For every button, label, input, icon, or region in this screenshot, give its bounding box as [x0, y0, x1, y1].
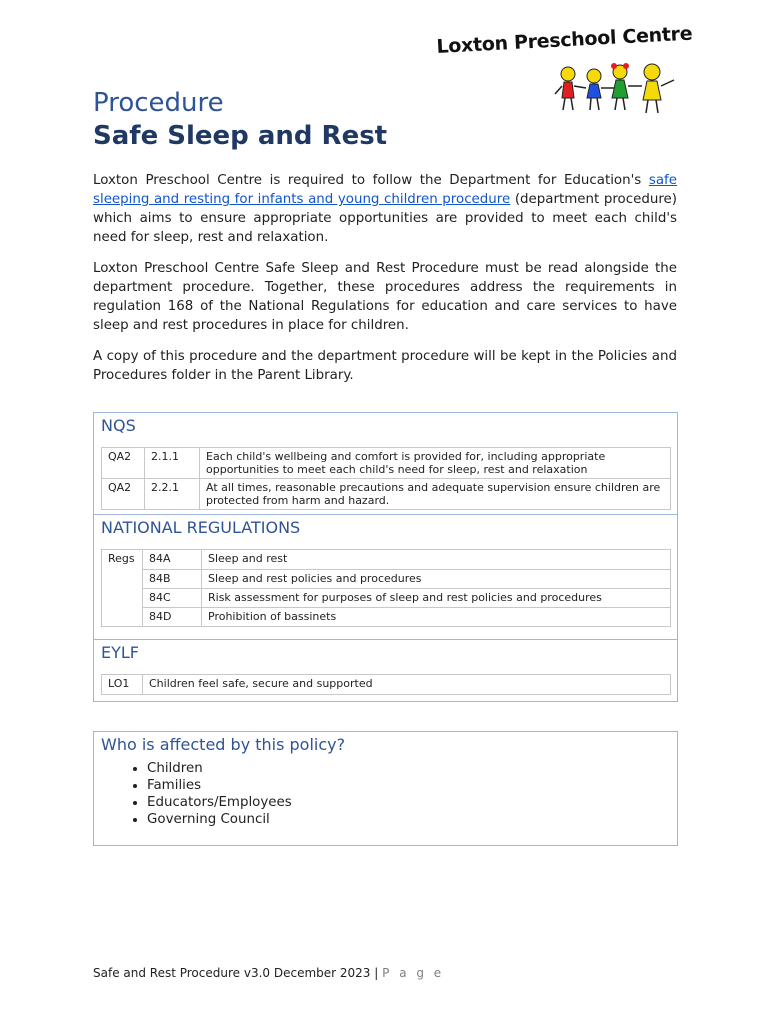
regs-text-cell: Risk assessment for purposes of sleep and rest policies and procedures	[202, 588, 671, 607]
table-row	[102, 607, 671, 627]
footer	[93, 966, 444, 980]
who-affected-title: Who is affected by this policy?	[101, 735, 346, 754]
regs-code-cell: 84D	[143, 607, 202, 627]
regs-code-cell: 84A	[143, 550, 202, 570]
table-row	[102, 479, 671, 510]
standards-box	[93, 412, 678, 702]
nqs-area-cell: QA2	[102, 448, 145, 479]
logo-text: Loxton Preschool Centre	[436, 22, 693, 58]
regulations-table	[101, 549, 671, 627]
regs-text-cell: Sleep and rest policies and procedures	[202, 569, 671, 588]
nqs-code-cell: 2.2.1	[145, 479, 200, 510]
eylf-table	[101, 674, 671, 695]
children-drawing-icon	[554, 58, 684, 118]
regulations-title: NATIONAL REGULATIONS	[101, 518, 301, 537]
regs-label-cell	[102, 607, 143, 627]
list-item: • Governing Council	[147, 811, 677, 828]
page-title: Safe Sleep and Rest	[93, 121, 388, 151]
department-procedure-link[interactable]: safe sleeping and resting for infants and young children procedure	[93, 173, 677, 207]
nqs-table	[101, 447, 671, 510]
regs-code-cell: 84C	[143, 588, 202, 607]
intro-paragraph-2: Loxton Preschool Centre Safe Sleep and Rest Procedure must be read alongside the department procedure. Together, these procedures address the requirements in regulation 168 of the National Regulations for education and care services to have sleep and rest procedures in place for children.	[93, 261, 677, 333]
footer-page-label: P a g e	[382, 966, 445, 980]
intro-text-before-link: Loxton Preschool Centre is required to follow the Department for Education's	[93, 173, 649, 188]
nqs-code-cell: 2.1.1	[145, 448, 200, 479]
list-item: • Educators/Employees	[147, 794, 677, 811]
table-row	[102, 569, 671, 588]
nqs-title: NQS	[101, 416, 136, 435]
regs-text-cell: Sleep and rest	[202, 550, 671, 570]
regs-code-cell: 84B	[143, 569, 202, 588]
table-row	[102, 550, 671, 570]
who-affected-list	[94, 760, 677, 828]
intro-text-after-link: (department procedure) which aims to ensure appropriate opportunities are provided to meet each child's need for sleep, rest and relaxation.	[93, 192, 678, 245]
regs-label-cell	[102, 569, 143, 588]
document-type-heading: Procedure	[93, 88, 224, 118]
regs-text-cell: Prohibition of bassinets	[202, 607, 671, 627]
footer-text: Safe and Rest Procedure v3.0 December 2023	[93, 966, 371, 980]
intro-paragraph-1	[93, 171, 677, 247]
who-affected-box	[93, 731, 678, 846]
logo	[436, 22, 693, 112]
nqs-area-cell: QA2	[102, 479, 145, 510]
regs-label-cell: Regs	[102, 550, 143, 570]
eylf-title: EYLF	[101, 643, 139, 662]
table-row	[102, 588, 671, 607]
nqs-text-cell: At all times, reasonable precautions and adequate supervision ensure children are protected from harm and hazard.	[200, 479, 671, 510]
nqs-text-cell: Each child's wellbeing and comfort is provided for, including appropriate opportunities to meet each child's need for sleep, rest and relaxation	[200, 448, 671, 479]
list-item: • Children	[147, 760, 677, 777]
intro-paragraph-3: A copy of this procedure and the department procedure will be kept in the Policies and Procedures folder in the Parent Library.	[93, 349, 677, 383]
eylf-code-cell: LO1	[102, 675, 143, 695]
table-row	[102, 675, 671, 695]
footer-separator: |	[374, 966, 379, 980]
table-row	[102, 448, 671, 479]
regs-label-cell	[102, 588, 143, 607]
list-item: • Families	[147, 777, 677, 794]
eylf-text-cell: Children feel safe, secure and supported	[143, 675, 671, 695]
